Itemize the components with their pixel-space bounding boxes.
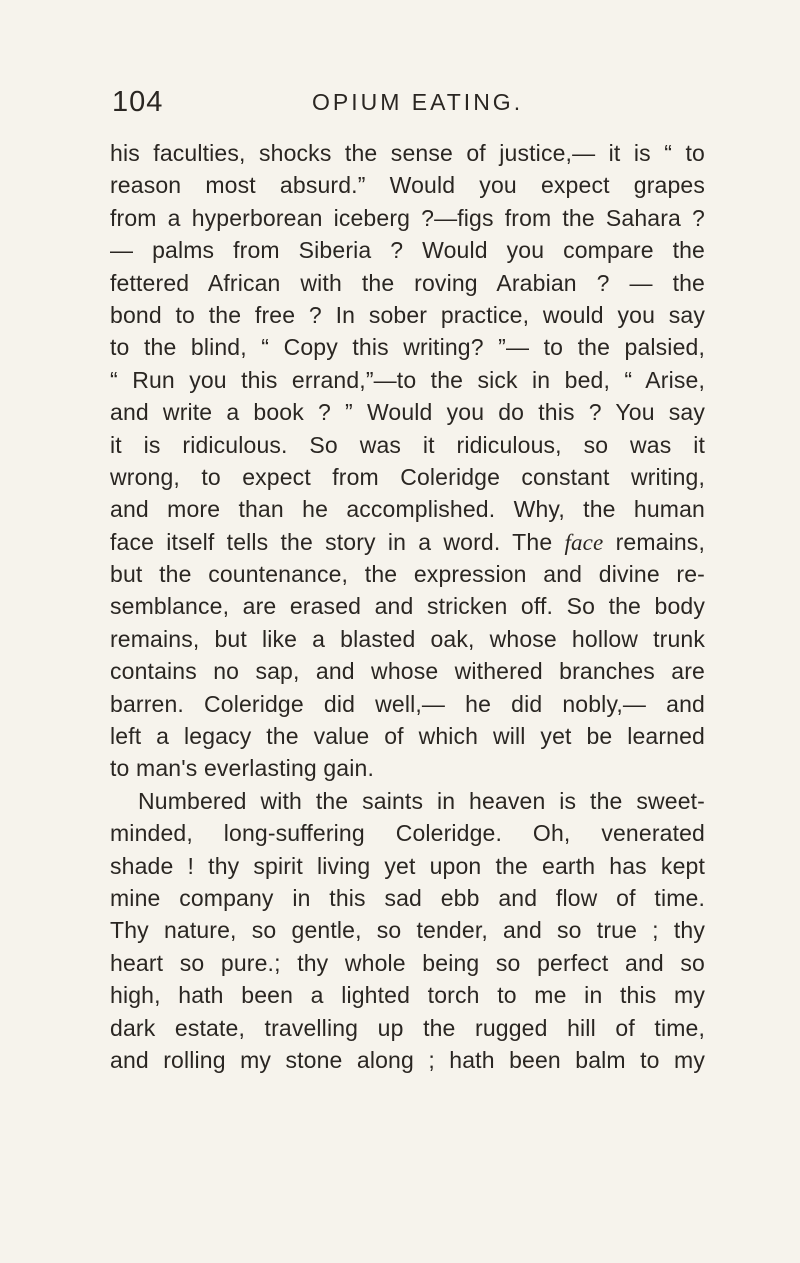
text-line: mine company in this sad ebb and flow of time. — [110, 884, 705, 911]
italic-word: face — [564, 529, 604, 555]
text-line: contains no sap, and whose withered branches are — [110, 658, 705, 685]
text-line-with-italic — [110, 526, 705, 558]
text-line: wrong, to expect from Coleridge constant writing, — [110, 463, 705, 490]
text-line: and rolling my stone along ; hath been balm to my — [110, 1046, 705, 1073]
text-line: his faculties, shocks the sense of justice,— it is “ to — [110, 140, 705, 166]
text-line: heart so pure.; thy whole being so perfect and so — [110, 949, 705, 976]
text-line: shade ! thy spirit living yet upon the earth has kept — [110, 852, 705, 879]
text-line: “ Run you this errand,”—to the sick in bed, “ Arise, — [110, 366, 705, 393]
text-line: remains, but like a blasted oak, whose hollow trunk — [110, 625, 705, 652]
text-line: to the blind, “ Copy this writing? ”— to the palsied, — [110, 334, 705, 361]
text-segment: remains, — [615, 528, 705, 555]
body-text — [110, 137, 705, 1076]
text-line: bond to the free ? In sober practice, would you say — [110, 301, 705, 328]
text-line: fettered African with the roving Arabian ? — the — [110, 269, 705, 296]
text-line: left a legacy the value of which will yet be learned — [110, 723, 705, 750]
running-head: OPIUM EATING. — [312, 89, 524, 115]
text-line: semblance, are erased and stricken off. So the body — [110, 593, 705, 620]
text-line: and write a book ? ” Would you do this ? You say — [110, 399, 705, 426]
text-line: barren. Coleridge did well,— he did nobly,— and — [110, 690, 705, 717]
text-line: reason most absurd.” Would you expect grapes — [110, 172, 705, 199]
page-number: 104 — [112, 86, 164, 118]
text-line: but the countenance, the expression and divine re- — [110, 561, 705, 588]
text-segment: face itself tells the story in a word. The — [110, 528, 553, 555]
text-line: — palms from Siberia ? Would you compare the — [110, 237, 705, 264]
paragraph-last-line: to man's everlasting gain. — [110, 755, 374, 782]
paragraph-first-line: Numbered with the saints in heaven is the sweet- — [138, 787, 705, 814]
text-line: it is ridiculous. So was it ridiculous, so was it — [110, 431, 705, 458]
text-line: minded, long-suffering Coleridge. Oh, venerated — [110, 820, 705, 847]
text-line: and more than he accomplished. Why, the human — [110, 496, 705, 523]
text-line: high, hath been a lighted torch to me in this my — [110, 982, 705, 1009]
text-line: dark estate, travelling up the rugged hill of time, — [110, 1014, 705, 1041]
text-line: from a hyperborean iceberg ?—figs from the Sahara ? — [110, 204, 705, 231]
text-line: Thy nature, so gentle, so tender, and so true ; thy — [110, 917, 705, 944]
page-header — [112, 82, 700, 122]
